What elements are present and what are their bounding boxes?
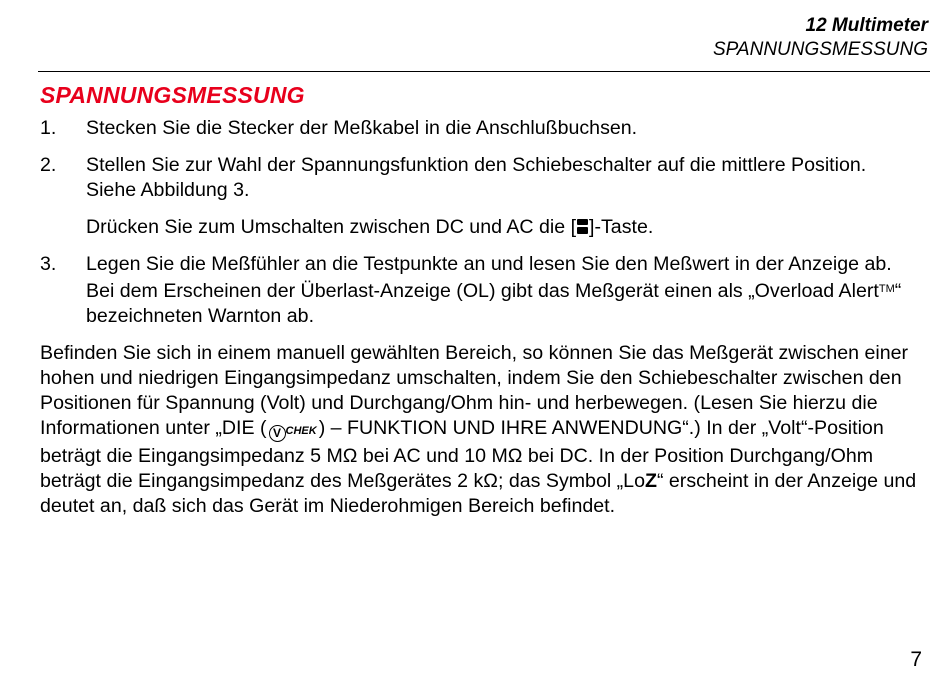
section-title: SPANNUNGSMESSUNG: [40, 82, 305, 108]
vchek-label: CHEK: [285, 425, 317, 437]
step-text-wrap: [86, 252, 920, 329]
step-text: Stecken Sie die Stecker der Meßkabel in die Anschlußbuchsen.: [86, 117, 638, 139]
loz-symbol-z: Z: [644, 470, 657, 492]
header-chapter: 12 Multimeter: [805, 15, 928, 36]
step-note: [40, 215, 920, 240]
step-text: Legen Sie die Meßfühler an die Testpunkte an und lesen Sie den Meßwert in der Anzeige ab. Bei dem Erscheinen der Überlast-Anzeige (OL) gibt das Meßgerät einen als „Overload Alert: [86, 253, 892, 302]
page-number: 7: [910, 648, 922, 671]
vchek-v-circle: V: [269, 425, 286, 442]
header-subtitle: SPANNUNGSMESSUNG: [712, 39, 928, 60]
step-text-end: “ bezeichneten Warnton ab.: [86, 280, 902, 327]
dc-ac-key-icon: [577, 218, 588, 235]
step-number: 2.: [40, 154, 57, 176]
step-item: [40, 116, 920, 141]
step-note-text: Drücken Sie zum Umschalten zwischen DC und AC die [: [86, 216, 577, 238]
trademark-mark: TM: [878, 283, 895, 295]
paragraph-text: Befinden Sie sich in einem manuell gewählten Bereich, so können Sie das Meßgerät zwischen einer hohen und niedrigen Eingangsimpedanz umschalten, indem Sie den Schiebeschalter zwischen den Positionen für Spannung (Volt) und Durchgang/Ohm hin- und herbewegen. (Lesen Sie hierzu die Informationen unter „DIE (: [40, 342, 909, 439]
paragraph-text-mid: ) – FUNKTION UND IHRE ANWENDUNG“.) In der „Volt“-Position beträgt die Eingangsimpedanz 5 MΩ bei AC und 10 MΩ bei DC. In der Position Durchgang/Ohm beträgt die Eingangsimpedanz des Meßgerätes 2 kΩ; das Symbol „Lo: [40, 417, 884, 492]
step-note-text-end: ]-Taste.: [589, 216, 654, 238]
paragraph-text-end: “ erscheint in der Anzeige und deutet an, daß sich das Gerät im Niederohmigen Bereich befindet.: [40, 470, 917, 517]
step-text: Stellen Sie zur Wahl der Spannungsfunktion den Schiebeschalter auf die mittlere Position. Siehe Abbildung 3.: [86, 154, 867, 201]
body-paragraph: [40, 341, 920, 519]
vchek-icon: [269, 419, 317, 444]
step-number: 3.: [40, 253, 57, 275]
page-header: [713, 14, 928, 62]
step-number: 1.: [40, 117, 57, 139]
document-body: [40, 116, 920, 519]
header-rule: [38, 71, 930, 72]
step-item: [40, 252, 920, 329]
step-item: [40, 153, 920, 203]
